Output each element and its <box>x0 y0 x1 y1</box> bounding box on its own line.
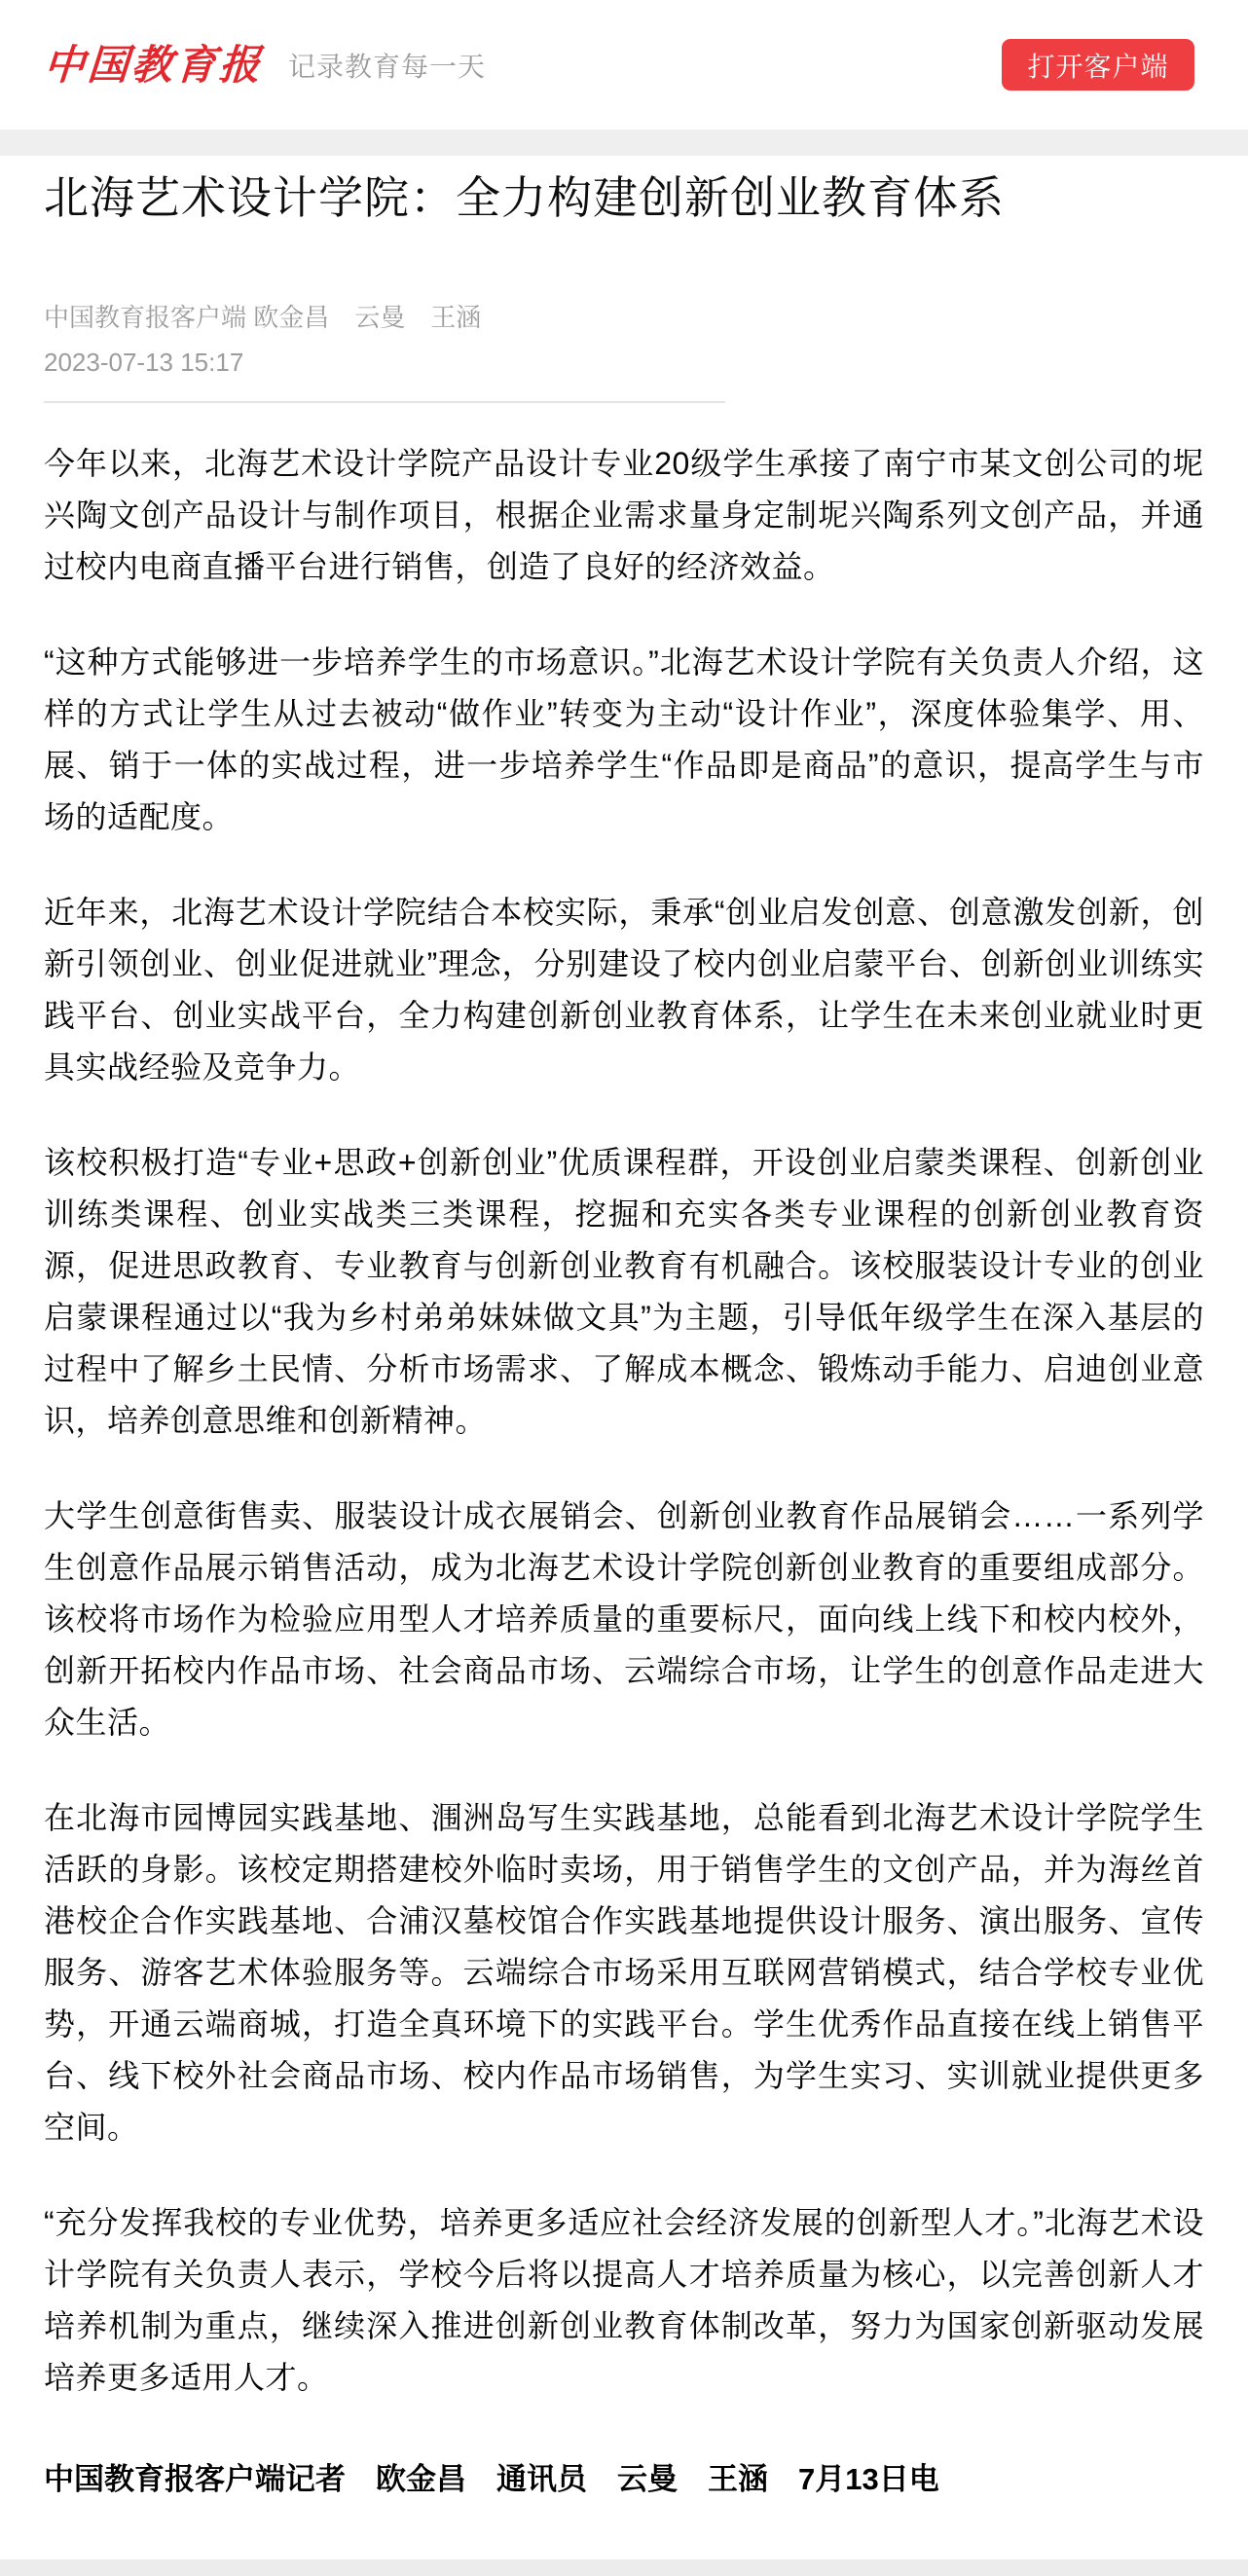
app-header <box>0 0 1248 129</box>
article-title: 北海艺术设计学院：全力构建创新创业教育体系 <box>44 172 1005 223</box>
article-body <box>44 438 1204 2404</box>
article-footer-byline: 中国教育报客户端记者 欧金昌 通讯员 云曼 王涵 7月13日电 <box>44 2462 939 2497</box>
article-byline: 中国教育报客户端 欧金昌 云曼 王涵 <box>44 302 482 332</box>
article-date: 2023-07-13 15:17 <box>44 348 244 378</box>
article-paragraph: 大学生创意街售卖、服装设计成衣展销会、创新创业教育作品展销会……一系列学生创意作品展示销售活动，成为北海艺术设计学院创新创业教育的重要组成部分。该校将市场作为检验应用型人才培养质量的重要标尺，面向线上线下和校内校外，创新开拓校内作品市场、社会商品市场、云端综合市场，让学生的创意作品走进大众生活。 <box>44 1498 1204 1741</box>
article-paragraph: “充分发挥我校的专业优势，培养更多适应社会经济发展的创新型人才。”北海艺术设计学院有关负责人表示，学校今后将以提高人才培养质量为核心，以完善创新人才培养机制为重点，继续深入推进创新创业教育体制改革，努力为国家创新驱动发展培养更多适用人才。 <box>44 2205 1204 2396</box>
article-paragraph: 在北海市园博园实践基地、涠洲岛写生实践基地，总能看到北海艺术设计学院学生活跃的身影。该校定期搭建校外临时卖场，用于销售学生的文创产品，并为海丝首港校企合作实践基地、合浦汉墓校馆合作实践基地提供设计服务、演出服务、宣传服务、游客艺术体验服务等。云端综合市场采用互联网营销模式，结合学校专业优势，开通云端商城，打造全真环境下的实践平台。学生优秀作品直接在线上销售平台、线下校外社会商品市场、校内作品市场销售，为学生实习、实训就业提供更多空间。 <box>44 1800 1204 2146</box>
header-separator <box>0 129 1248 156</box>
article-paragraph: 该校积极打造“专业+思政+创新创业”优质课程群，开设创业启蒙类课程、创新创业训练类课程、创业实战类三类课程，挖掘和充实各类专业课程的创新创业教育资源，促进思政教育、专业教育与创新创业教育有机融合。该校服装设计专业的创业启蒙课程通过以“我为乡村弟弟妹妹做文具”为主题，引导低年级学生在深入基层的过程中了解乡土民情、分析市场需求、了解成本概念、锻炼动手能力、启迪创业意识，培养创意思维和创新精神。 <box>44 1145 1204 1439</box>
article-paragraph: “这种方式能够进一步培养学生的市场意识。”北海艺术设计学院有关负责人介绍，这样的方式让学生从过去被动“做作业”转变为主动“设计作业”，深度体验集学、用、展、销于一体的实战过程，进一步培养学生“作品即是商品”的意识，提高学生与市场的适配度。 <box>44 644 1204 835</box>
article-paragraph: 近年来，北海艺术设计学院结合本校实际，秉承“创业启发创意、创意激发创新，创新引领创业、创业促进就业”理念，分别建设了校内创业启蒙平台、创新创业训练实践平台、创业实战平台，全力构建创新创业教育体系，让学生在未来创业就业时更具实战经验及竞争力。 <box>44 895 1204 1086</box>
article-paragraph: 今年以来，北海艺术设计学院产品设计专业20级学生承接了南宁市某文创公司的坭兴陶文创产品设计与制作项目，根据企业需求量身定制坭兴陶系列文创产品，并通过校内电商直播平台进行销售，创造了良好的经济效益。 <box>44 446 1204 585</box>
article <box>0 156 1248 2559</box>
brand-logo: 中国教育报 <box>42 40 265 89</box>
page-bottom-strip <box>0 2559 1248 2576</box>
open-app-button[interactable]: 打开客户端 <box>1002 39 1194 91</box>
brand-tagline: 记录教育每一天 <box>288 51 487 82</box>
byline-divider <box>44 401 725 403</box>
